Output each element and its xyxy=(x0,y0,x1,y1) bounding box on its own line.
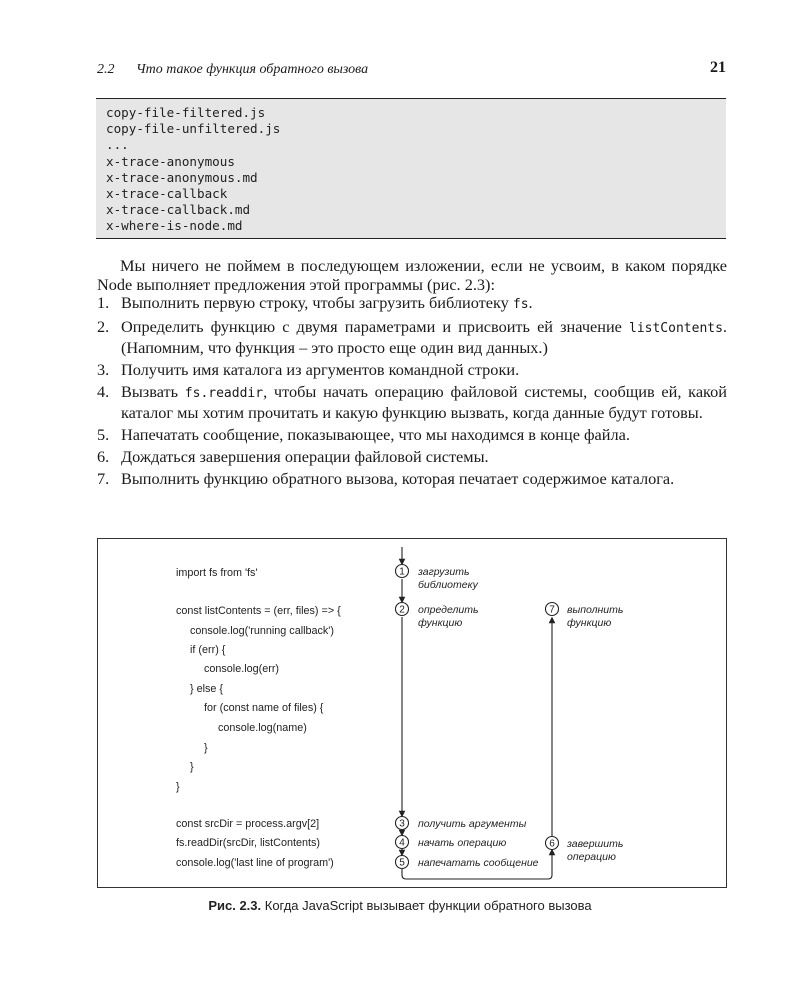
section-number: 2.2 xyxy=(97,62,115,77)
step-note: операцию xyxy=(567,851,616,863)
step-text: Вызвать xyxy=(121,382,185,401)
step-marker-1 xyxy=(396,565,409,578)
step-text: Дождаться завершения операции файловой системы. xyxy=(121,447,489,466)
step-note: завершить xyxy=(567,838,624,850)
step-text-after: . xyxy=(528,293,533,312)
fig-code-line: for (const name of files) { xyxy=(204,702,324,714)
fig-code-line: } xyxy=(204,742,208,754)
code-line: copy-file-filtered.js xyxy=(106,105,266,120)
step-number: 2. xyxy=(97,317,110,336)
section-title: Что такое функция обратного вызова xyxy=(136,62,369,77)
step-marker-number: 6 xyxy=(549,838,555,850)
step-code: listContents xyxy=(629,321,723,336)
fig-code-line: } xyxy=(190,761,194,773)
code-line: x-where-is-node.md xyxy=(106,218,243,234)
page-header xyxy=(97,59,726,84)
list-item xyxy=(97,382,727,422)
step-marker-3 xyxy=(396,817,409,830)
step-number: 5. xyxy=(97,425,110,444)
step-number: 1. xyxy=(97,293,110,312)
fig-code-line: import fs from 'fs' xyxy=(176,567,258,579)
step-text: Получить имя каталога из аргументов командной строки. xyxy=(121,360,520,379)
page-number: 21 xyxy=(710,59,726,76)
fig-code-line: if (err) { xyxy=(190,644,226,656)
step-marker-7 xyxy=(546,603,559,616)
figure-diagram xyxy=(98,539,726,887)
step-text: Определить функцию с двумя параметрами и присвоить ей значение xyxy=(121,317,629,336)
step-text-after: . (Напомним, что функция – это просто еще один вид данных.) xyxy=(121,317,727,357)
step-marker-number: 4 xyxy=(399,837,405,849)
step-text: Выполнить функцию обратного вызова, которая печатает содержимое каталога. xyxy=(121,469,675,488)
fig-code-line: console.log('running callback') xyxy=(190,625,334,637)
code-line: copy-file-unfiltered.js xyxy=(106,121,281,137)
fig-code-line: fs.readDir(srcDir, listContents) xyxy=(176,837,320,849)
code-listing xyxy=(96,98,726,239)
fig-code-line: } else { xyxy=(190,683,224,695)
step-note: библиотеку xyxy=(418,579,478,591)
step-note: загрузить xyxy=(418,566,470,578)
step-text-after: , чтобы начать операцию файловой системы, сообщив ей, какой каталог мы хотим прочитать и какую функцию вызвать, когда данные будут готовы. xyxy=(121,382,727,422)
fig-code-line: const srcDir = process.argv[2] xyxy=(176,818,320,830)
fig-code-line: console.log(err) xyxy=(204,663,280,675)
step-note: напечатать сообщение xyxy=(418,857,539,869)
step-marker-2 xyxy=(396,603,409,616)
code-line: ... xyxy=(106,137,129,153)
code-line: x-trace-callback.md xyxy=(106,202,251,218)
step-code: fs xyxy=(512,297,529,312)
step-marker-number: 3 xyxy=(399,818,405,830)
step-code: fs.readdir xyxy=(184,386,264,401)
fig-code-line: console.log('last line of program') xyxy=(176,857,334,869)
list-item xyxy=(97,360,727,379)
step-marker-number: 5 xyxy=(399,857,405,869)
figure-caption xyxy=(0,898,800,913)
step-note: выполнить xyxy=(567,604,624,616)
step-marker-number: 2 xyxy=(399,604,405,616)
caption-text: Когда JavaScript вызывает функции обратного вызова xyxy=(261,898,592,913)
step-text: Напечатать сообщение, показывающее, что мы находимся в конце файла. xyxy=(121,425,630,444)
list-item xyxy=(97,447,727,466)
figure-callback-order xyxy=(97,538,727,888)
fig-code-line: const listContents = (err, files) => { xyxy=(176,605,341,617)
list-item xyxy=(97,293,727,314)
caption-label: Рис. 2.3. xyxy=(208,898,262,913)
fig-code-line: } xyxy=(176,781,180,793)
list-item xyxy=(97,469,727,488)
step-marker-5 xyxy=(396,856,409,869)
intro-paragraph: Мы ничего не поймем в последующем изложении, если не усвоим, в каком порядке Node выполняет предложения этой программы (рис. 2.3): xyxy=(97,256,727,294)
step-note: функцию xyxy=(567,617,612,629)
code-line: x-trace-callback xyxy=(106,186,228,202)
step-text: Выполнить первую строку, чтобы загрузить библиотеку xyxy=(121,293,513,312)
step-note: получить аргументы xyxy=(418,818,527,830)
step-note: определить xyxy=(418,604,479,616)
step-note: начать операцию xyxy=(418,837,507,849)
fig-code-line: console.log(name) xyxy=(218,722,307,734)
step-note: функцию xyxy=(418,617,463,629)
steps-list xyxy=(97,293,727,491)
code-line: x-trace-anonymous.md xyxy=(106,169,258,185)
step-marker-number: 1 xyxy=(399,566,405,578)
step-marker-4 xyxy=(396,836,409,849)
step-marker-number: 7 xyxy=(549,604,555,616)
step-number: 6. xyxy=(97,447,110,466)
step-marker-6 xyxy=(546,837,559,850)
step-number: 7. xyxy=(97,469,110,488)
list-item xyxy=(97,425,727,444)
step-number: 4. xyxy=(97,382,110,401)
step-number: 3. xyxy=(97,360,110,379)
list-item xyxy=(97,317,727,357)
code-line: x-trace-anonymous xyxy=(106,153,235,169)
